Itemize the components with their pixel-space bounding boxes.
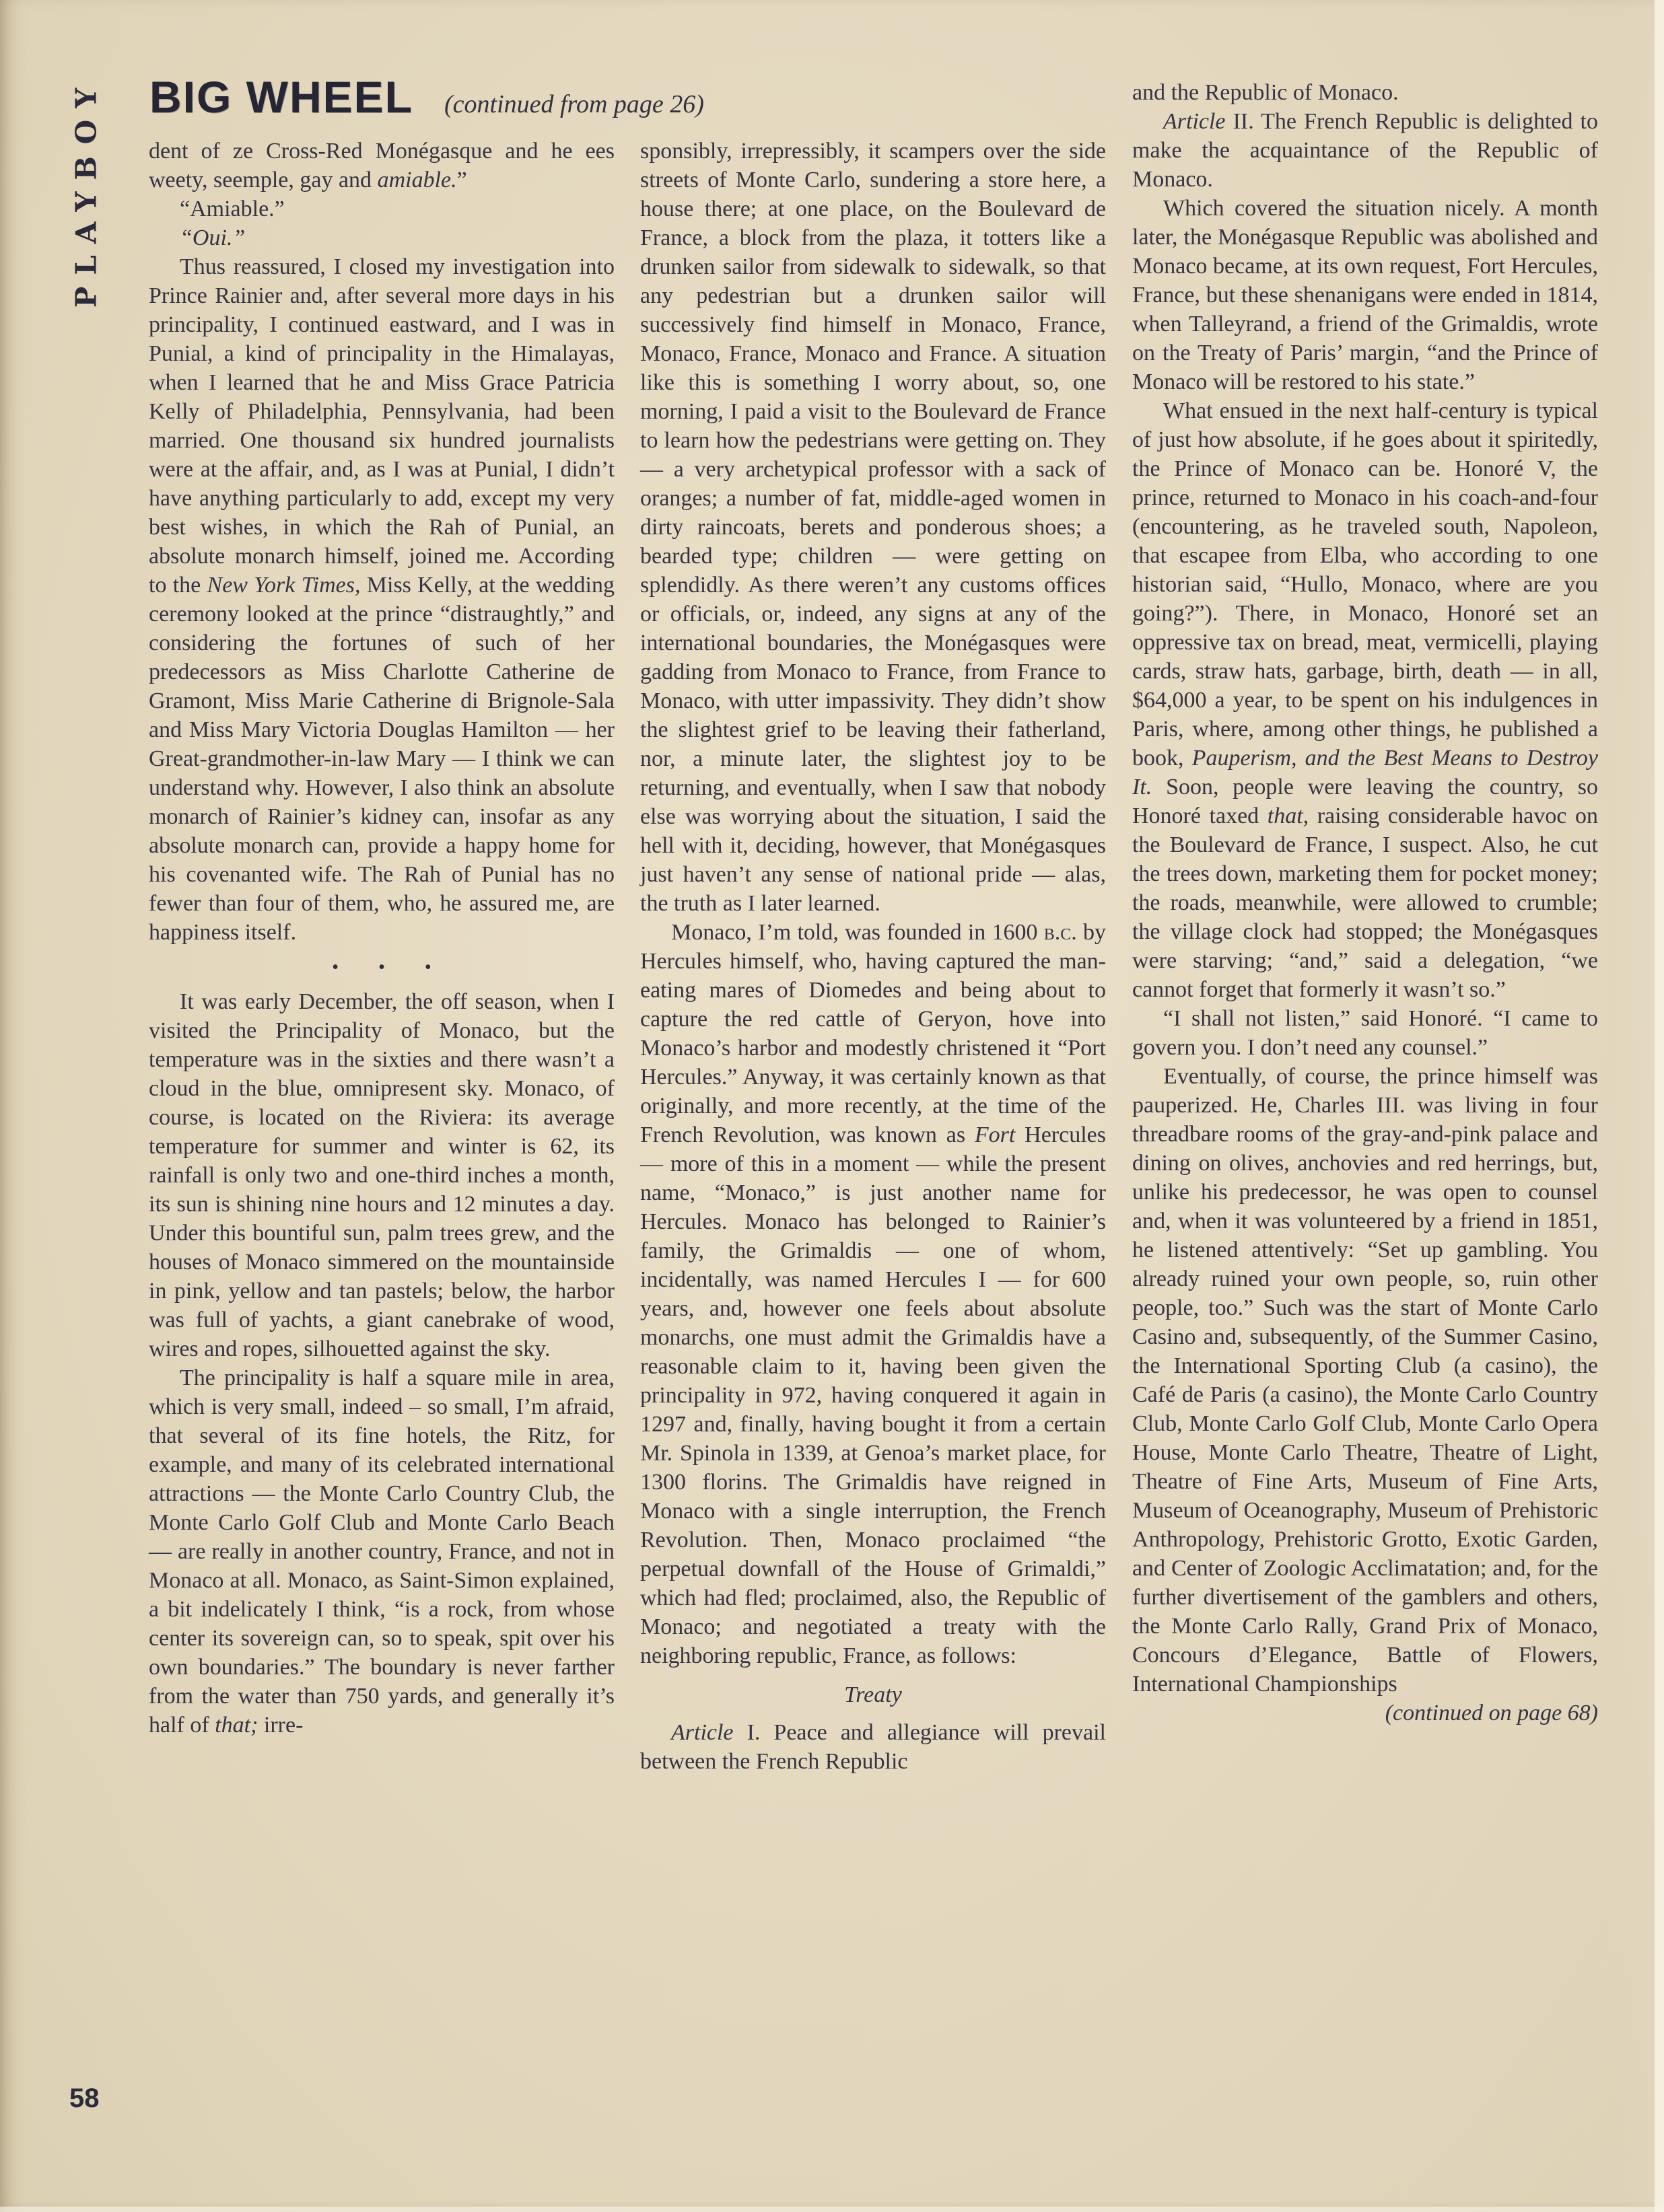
article-title: BIG WHEEL	[149, 72, 413, 122]
paragraph: What ensued in the next half-century is typical of just how absolute, if he goes about it spiritedly, the Prince of Monaco can be. Honoré V, the prince, returned to Monaco in his coach-and-four (encountering, as he traveled south, Napoleon, that escapee from Elba, who according to one historian said, “Hullo, Monaco, where are you going?”). There, in Monaco, Honoré set an oppressive tax on bread, meat, vermicelli, playing cards, straw hats, garbage, birth, death — in all, $64,000 a year, to be spent on his indulgences in Paris, where, among other things, he published a book, Pauperism, and the Best Means to Destroy It. Soon, people were leaving the country, so Honoré taxed that, raising considerable havoc on the Boulevard de France, I suspect. Also, he cut the trees down, marketing them for pocket money; the roads, meanwhile, were allowed to crumble; the village clock had stopped; the Monégasques were starving; “and,” said a delegation, “we cannot forget that formerly it wasn’t so.”	[1132, 398, 1599, 1002]
paragraph: It was early December, the off season, when I visited the Principality of Monaco, but the temperature was in the sixties and there wasn’t a cloud in the blue, omnipresent sky. Monaco, of course, is located on the Riviera: its average temperature for summer and winter is 62, its rainfall is only two and one-third inches a month, its sun is shining nine hours and 12 minutes a day. Under this bountiful sun, palm trees grew, and the houses of Monaco simmered on the mountainside in pink, yellow and tan pastels; below, the harbor was full of yachts, a giant canebrake of wood, wires and ropes, silhouetted against the sky.	[149, 989, 615, 1361]
continued-from-note: (continued from page 26)	[444, 90, 704, 118]
paragraph: sponsibly, irrepressibly, it scampers over the side streets of Monte Carlo, sundering a store here, a house there; at one place, on the Boulevard de France, a block from the plaza, it totters like a drunken sailor from sidewalk to sidewalk, so that any pedestrian but a drunken sailor will successively find himself in Monaco, France, Monaco, France, Monaco and France. A situation like this is something I worry about, so, one morning, I paid a visit to the Boulevard de France to learn how the pedestrians were getting on. They — a very archetypical professor with a sack of oranges; a number of fat, middle-aged women in dirty raincoats, berets and ponderous shoes; a bearded type; children — were getting on splendidly. As there weren’t any customs offices or officials, or, indeed, any signs at any of the international boundaries, the Monégasques were gadding from Monaco to France, from France to Monaco, with utter impassivity. They didn’t show the slightest grief to be leaving their fatherland, nor, a minute later, the slightest joy to be returning, and eventually, when I saw that nobody else was worrying about the situation, I said the hell with it, deciding, however, that Monégasques just haven’t any sense of national pride — alas, the truth as I later learned.	[640, 139, 1106, 916]
paragraph: Monaco, I’m told, was founded in 1600 b.c. by Hercules himself, who, having captured the man-eating mares of Diomedes and being about to capture the red cattle of Geryon, hove into Monaco’s harbor and modestly christened it “Port Hercules.” Anyway, it was certainly known as that originally, and more recently, at the time of the French Revolution, was known as Fort Hercules — more of this in a moment — while the present name, “Monaco,” is just another name for Hercules. Monaco has belonged to Rainier’s family, the Grimaldis — one of whom, incidentally, was named Hercules I — for 600 years, and, however one feels about absolute monarchs, one must admit the Grimaldis have a reasonable claim to it, having been given the principality in 972, having conquered it again in 1297 and, finally, having bought it from a certain Mr. Spinola in 1339, at Genoa’s market place, for 1300 florins. The Grimaldis have reigned in Monaco with a single interruption, the French Revolution. Then, Monaco proclaimed “the perpetual downfall of the House of Grimaldi,” which had fled; proclaimed, also, the Republic of Monaco; and negotiated a treaty with the neighboring republic, France, as follows:	[640, 920, 1106, 1668]
section-separator: • • •	[332, 957, 431, 978]
paragraph: Thus reassured, I closed my investigation into Prince Rainier and, after several more days in his principality, I continued eastward, and I was in Punial, a kind of principality in the Himalayas, when I learned that he and Miss Grace Patricia Kelly of Philadelphia, Pennsylvania, had been married. One thousand six hundred journalists were at the affair, and, as I was at Punial, I didn’t have anything particularly to add, except my very best wishes, in which the Rah of Punial, an absolute monarch himself, joined me. According to the New York Times, Miss Kelly, at the wedding ceremony looked at the prince “distraughtly,” and considering the fortunes of such of her predecessors as Miss Charlotte Catherine de Gramont, Miss Marie Catherine di Brignole-Sala and Miss Mary Victoria Douglas Hamilton — her Great-grandmother-in-law Mary — I think we can understand why. However, I also think an absolute monarch of Rainier’s kidney can, insofar as any absolute monarch can, provide a happy home for his covenanted wife. The Rah of Punial has no fewer than four of them, who, he assured me, are happiness itself.	[149, 254, 615, 945]
text-column-3	[1132, 78, 1598, 1727]
article-header	[149, 71, 704, 122]
paragraph: “Oui.”	[180, 225, 246, 250]
paragraph: Eventually, of course, the prince himself was pauperized. He, Charles III. was living in four threadbare rooms of the gray-and-pink palace and dining on olives, anchovies and red herrings, but, unlike his predecessor, he was open to counsel and, when it was volunteered by a friend in 1851, he listened attentively: “Set up gambling. You already ruined your own people, so, ruin other people, too.” Such was the start of Monte Carlo Casino and, subsequently, of the Summer Casino, the International Sporting Club (a casino), the Café de Paris (a casino), the Monte Carlo Country Club, Monte Carlo Golf Club, Monte Carlo Opera House, Monte Carlo Theatre, Theatre of Light, Theatre of Fine Arts, Museum of Fine Arts, Museum of Oceanography, Museum of Prehistoric Anthropology, Prehistoric Grotto, Exotic Garden, and Center of Zoologic Acclimatation; and, for the further divertisement of the gamblers and others, the Monte Carlo Rally, Grand Prix of Monaco, Concours d’Elegance, Battle of Flowers, International Championships	[1132, 1064, 1598, 1697]
continued-on-note: (continued on page 68)	[1385, 1701, 1598, 1725]
scan-edge-right	[1655, 0, 1664, 2212]
paragraph: The principality is half a square mile in area, which is very small, indeed – so small, I’m afraid, that several of its fine hotels, the Ritz, for example, and many of its celebrated international attractions — the Monte Carlo Country Club, the Monte Carlo Golf Club and Monte Carlo Beach — are really in another country, France, and not in Monaco at all. Monaco, as Saint-Simon explained, a bit indelicately I think, “is a rock, from whose center its sovereign can, so to speak, spit over his own boundaries.” The boundary is never farther from the water than 750 yards, and generally it’s half of that; irre-	[149, 1365, 615, 1738]
spine-text: PLAYBOY	[69, 76, 103, 308]
page-number: 58	[69, 2083, 100, 2113]
paragraph: and the Republic of Monaco.	[1132, 80, 1399, 105]
scan-edge-bottom	[0, 2207, 1664, 2212]
paragraph: Article I. Peace and allegiance will prevail between the French Republic	[640, 1720, 1106, 1774]
paragraph: dent of ze Cross-Red Monégasque and he ees weety, seemple, gay and amiable.”	[149, 139, 615, 192]
treaty-heading: Treaty	[844, 1682, 902, 1707]
text-column-2	[640, 137, 1106, 1776]
paragraph: Which covered the situation nicely. A month later, the Monégasque Republic was abolished and Monaco became, at its own request, Fort Hercules, France, but these shenanigans were ended in 1814, when Talleyrand, a friend of the Grimaldis, wrote on the Treaty of Paris’ margin, “and the Prince of Monaco will be restored to his state.”	[1132, 196, 1598, 394]
paragraph: “I shall not listen,” said Honoré. “I came to govern you. I don’t need any counsel.”	[1132, 1006, 1598, 1060]
paragraph: “Amiable.”	[180, 197, 285, 221]
text-column-1	[149, 137, 615, 1740]
paragraph: Article II. The French Republic is delighted to make the acquaintance of the Republic of Monaco.	[1132, 109, 1598, 192]
